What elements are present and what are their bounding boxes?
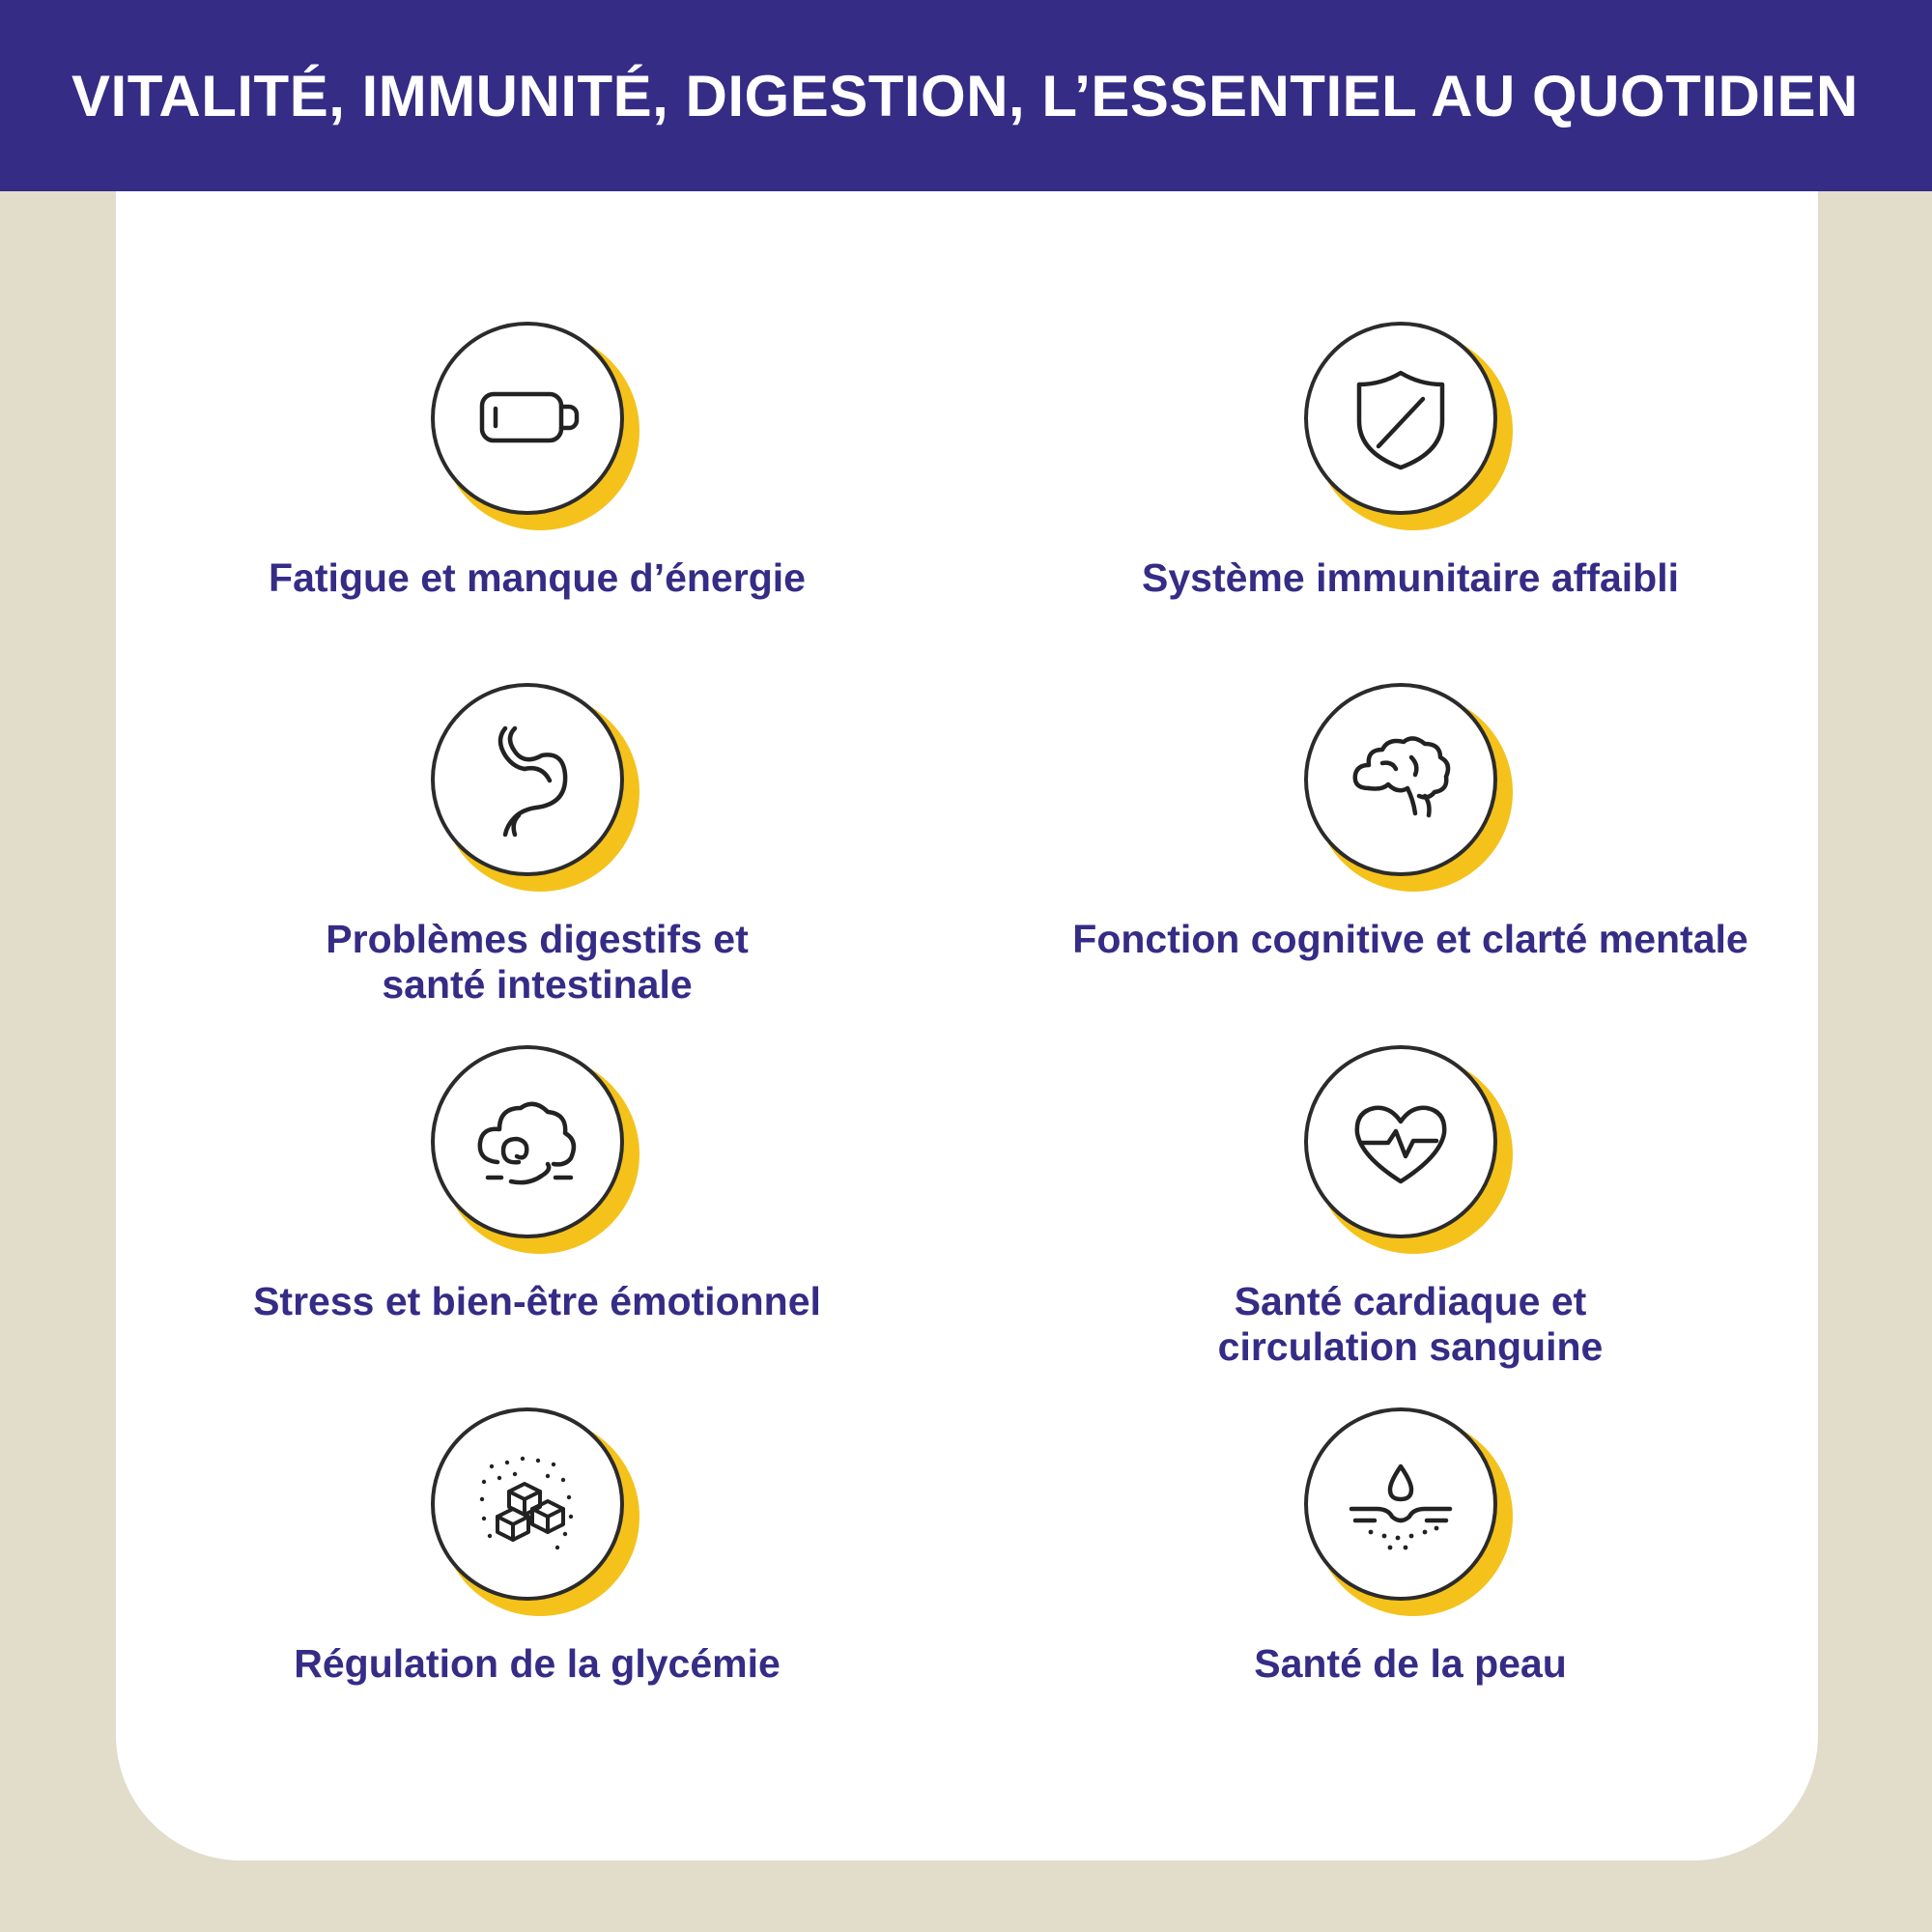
benefit-label: Fonction cognitive et clarté mentale	[1072, 917, 1748, 961]
label-line: circulation sanguine	[1217, 1324, 1604, 1369]
page-title: VITALITÉ, IMMUNITÉ, DIGESTION, L’ESSENTIEL AU QUOTIDIEN	[71, 63, 1859, 128]
benefit-label: Système immunitaire affaibli	[1142, 555, 1679, 600]
benefit-glycemia	[151, 1407, 923, 1687]
shield-slash-icon	[1328, 346, 1473, 491]
battery-low-icon	[455, 346, 600, 491]
icon-badge	[431, 1045, 643, 1258]
benefit-label	[1024, 1279, 1797, 1370]
label-line: Santé cardiaque et	[1234, 1279, 1587, 1323]
benefit-label: Santé de la peau	[1254, 1641, 1567, 1686]
storm-cloud-icon	[455, 1069, 600, 1214]
benefit-label: Stress et bien-être émotionnel	[253, 1279, 821, 1323]
stomach-icon	[455, 707, 600, 852]
brain-icon	[1328, 707, 1473, 852]
benefit-label	[151, 917, 923, 1008]
icon-badge	[431, 1407, 643, 1620]
icon-badge	[431, 322, 643, 534]
benefit-stress	[151, 1045, 923, 1324]
benefit-digestion	[151, 683, 923, 1008]
header-banner	[0, 0, 1932, 191]
benefit-cognitive	[1024, 683, 1797, 962]
heart-pulse-icon	[1328, 1069, 1473, 1214]
benefit-label: Régulation de la glycémie	[294, 1641, 781, 1686]
benefit-label: Fatigue et manque d’énergie	[269, 555, 806, 600]
benefit-heart	[1024, 1045, 1797, 1370]
icon-badge	[431, 683, 643, 895]
benefit-skin	[1024, 1407, 1797, 1687]
label-line: Problèmes digestifs et	[326, 917, 749, 961]
label-line: santé intestinale	[382, 962, 693, 1007]
icon-badge	[1304, 1407, 1517, 1620]
skin-drop-icon	[1328, 1432, 1473, 1577]
sugar-cubes-icon	[455, 1432, 600, 1577]
icon-badge	[1304, 322, 1517, 534]
benefit-fatigue	[151, 322, 923, 601]
icon-badge	[1304, 683, 1517, 895]
icon-badge	[1304, 1045, 1517, 1258]
benefit-immunity	[1024, 322, 1797, 601]
